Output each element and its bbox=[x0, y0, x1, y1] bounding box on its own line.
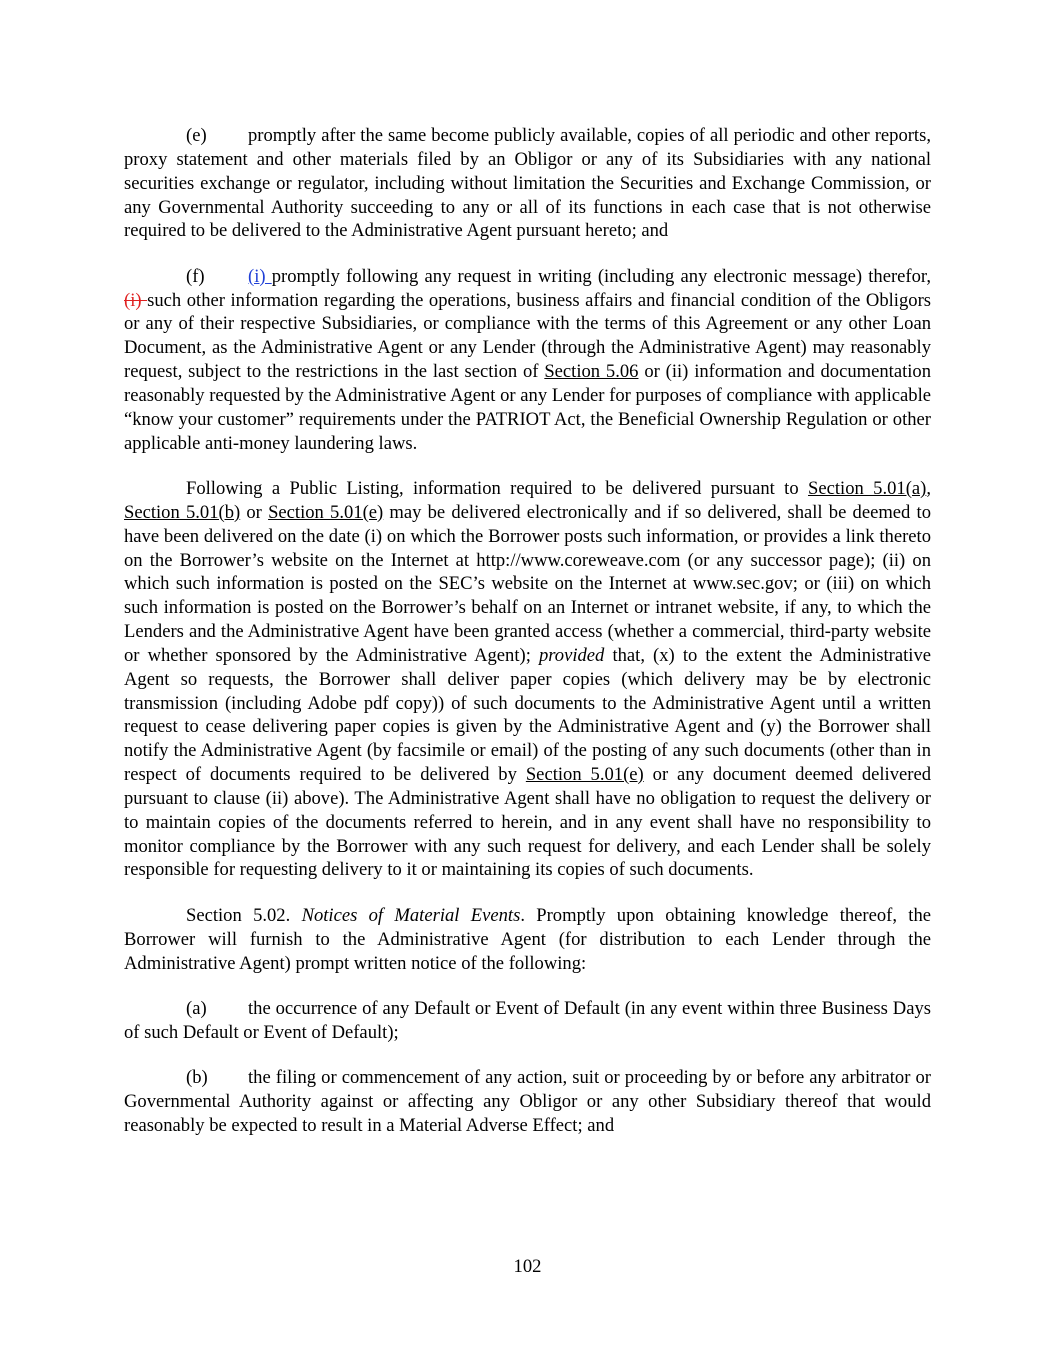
section-reference: Section 5.01(e) bbox=[525, 764, 644, 786]
text-run: . Promptly upon obtaining knowledge thereof, the Borrower will furnish to the Administrative Agent (for distribution to each Lender through the Administrative Agent) prompt written notice of the following: bbox=[124, 904, 931, 974]
text-run: or (ii) information and documentation reasonably requested by the Administrative Agent or any Lender for purposes of compliance with applicable “know your customer” requirements under the PATRIOT Act, the Beneficial Ownership Regulation or other applicable anti-money laundering laws. bbox=[124, 361, 931, 454]
paragraph bbox=[124, 1066, 931, 1138]
paragraph bbox=[124, 477, 931, 882]
text-run: promptly following any request in writing (including any electronic message) therefor, bbox=[271, 265, 932, 287]
text-run: may be delivered electronically and if so delivered, shall be deemed to have been delivered on the date (i) on which the Borrower posts such information, or provides a link thereto on the Borrower’s website on the Internet at http://www.coreweave.com (or any successor page); (ii) on which such information is posted on the SEC’s website on the Internet at www.sec.gov; or (iii) on which such information is posted on the Borrower’s behalf on an Internet or intranet website, if any, to which the Lenders and the Administrative Agent have been granted access (whether a commercial, third-party website or whether sponsored by the Administrative Agent); bbox=[124, 501, 931, 666]
paragraph bbox=[124, 124, 931, 243]
document-body bbox=[124, 124, 931, 1159]
clause-label: (a) bbox=[186, 997, 207, 1019]
section-reference: Section 5.01(b) bbox=[124, 501, 241, 523]
section-reference: Section 5.01(e) bbox=[268, 501, 384, 523]
text-run: , bbox=[926, 477, 931, 499]
clause-label: (b) bbox=[186, 1067, 208, 1089]
inserted-text: (i) bbox=[248, 265, 272, 287]
page-number: 102 bbox=[513, 1256, 542, 1277]
text-run: the filing or commencement of any action, suit or proceeding by or before any arbitrator or Governmental Authority against or affecting any Obligor or any other Subsidiary thereof that would reasonably be expected to result in a Material Adverse Effect; and bbox=[124, 1067, 931, 1136]
text-run: the occurrence of any Default or Event of Default (in any event within three Business Days of such Default or Event of Default); bbox=[124, 997, 931, 1043]
text-run: Section 5.02. bbox=[186, 904, 302, 926]
emphasis-text: Notices of Material Events bbox=[301, 904, 521, 926]
text-run: promptly after the same become publicly available, copies of all periodic and other reports, proxy statement and other materials filed by an Obligor or any of its Subsidiaries with any national securities exchange or regulator, including without limitation the Securities and Exchange Commission, or any Governmental Authority succeeding to any or all of its functions in each case that is not otherwise required to be delivered to the Administrative Agent pursuant hereto; and bbox=[124, 125, 931, 242]
text-run: that, (x) to the extent the Administrative Agent so requests, the Borrower shall deliver paper copies (which delivery may be by electronic transmission (including Adobe pdf copy)) of such documents to the Administrative Agent until a written request to cease delivering paper copies is given by the Administrative Agent and (y) the Borrower shall notify the Administrative Agent (by facsimile or email) of the posting of any such documents (other than in respect of documents required to be delivered by bbox=[124, 644, 931, 786]
clause-label: (f) bbox=[186, 265, 205, 287]
text-run: Following a Public Listing, information required to be delivered pursuant to bbox=[186, 477, 809, 499]
paragraph bbox=[124, 904, 931, 976]
deleted-text: (i) bbox=[124, 289, 148, 311]
clause-label: (e) bbox=[186, 125, 207, 146]
emphasis-text: provided bbox=[538, 644, 605, 666]
paragraph bbox=[124, 997, 931, 1045]
text-run: such other information regarding the operations, business affairs and financial condition of the Obligors or any of their respective Subsidiaries, or compliance with the terms of this Agreement or any other Loan Document, as the Administrative Agent or any Lender (through the Administrative Agent) may reasonably request, subject to the restrictions in the last section of bbox=[124, 289, 931, 383]
paragraph bbox=[124, 265, 931, 456]
text-run: or any document deemed delivered pursuant to clause (ii) above). The Administrative Agent shall have no obligation to request the delivery or to maintain copies of the documents referred to herein, and in any event shall have no responsibility to monitor compliance by the Borrower with any such request for delivery, and each Lender shall be solely responsible for requesting delivery to it or maintaining its copies of such documents. bbox=[124, 764, 931, 881]
section-reference: Section 5.01(a) bbox=[808, 477, 927, 499]
text-run: or bbox=[240, 501, 269, 523]
section-reference: Section 5.06 bbox=[544, 361, 639, 383]
